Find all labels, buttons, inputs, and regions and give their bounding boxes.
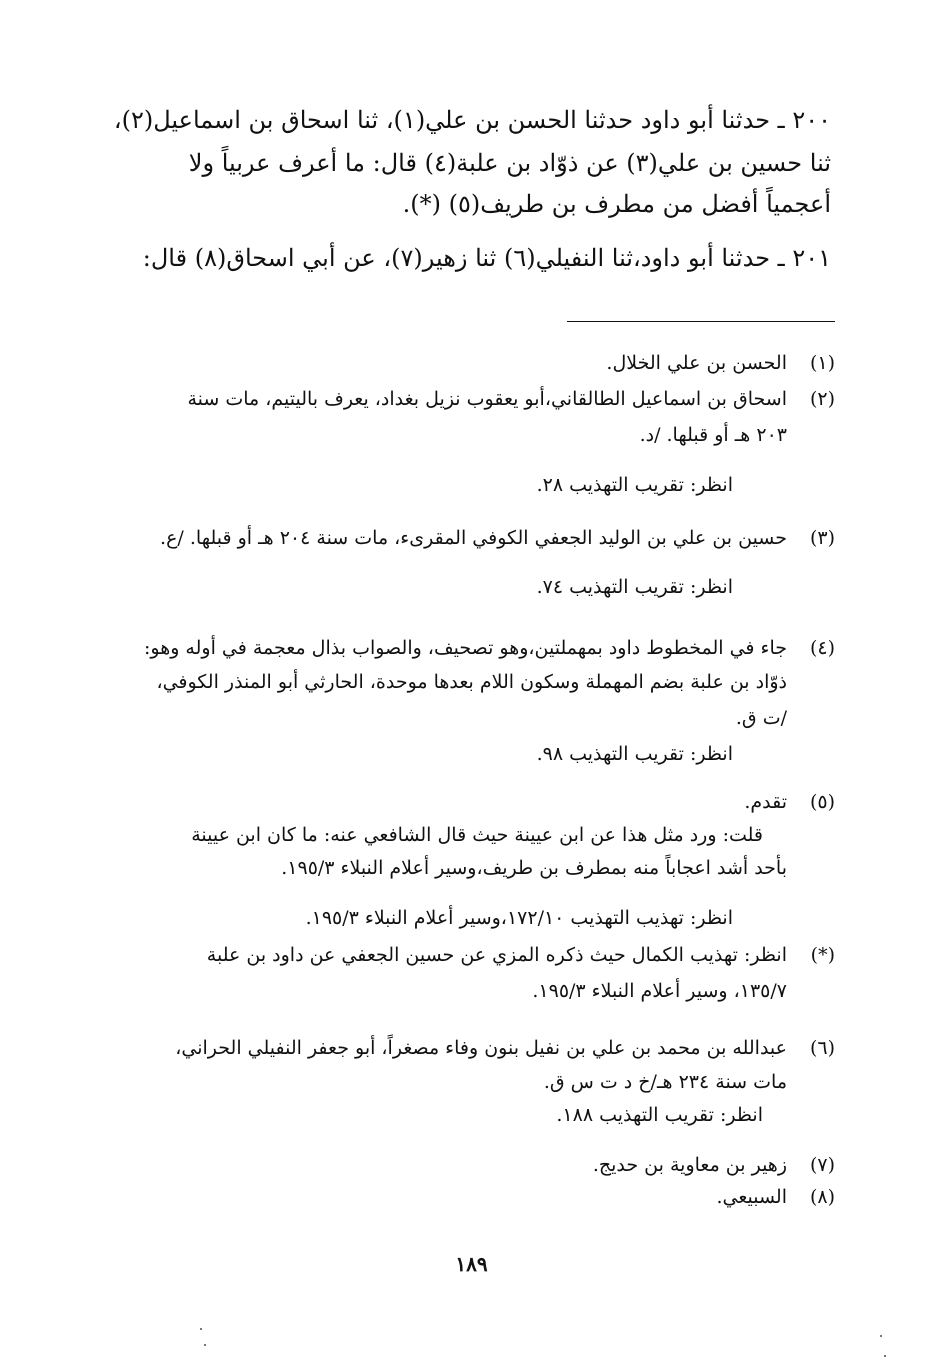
footnote-6-line-2: مات سنة ٢٣٤ هـ/خ د ت س ق. — [543, 1071, 787, 1093]
footnote-6-number: (٦) — [809, 1037, 835, 1059]
footnote-5-number: (٥) — [809, 791, 835, 813]
hadith-201-line-1: ٢٠١ ـ حدثنا أبو داود،ثنا النفيلي(٦) ثنا زهير(٧)، عن أبي اسحاق(٨) قال: — [142, 244, 831, 272]
footnote-8-number: (٨) — [809, 1186, 835, 1208]
footnote-3-line-1: حسين بن علي بن الوليد الجعفي الكوفي المقرىء، مات سنة ٢٠٤ هـ أو قبلها. /ع. — [160, 527, 787, 549]
footnote-2-line-1: اسحاق بن اسماعيل الطالقاني،أبو يعقوب نزيل بغداد، يعرف باليتيم، مات سنة — [187, 388, 787, 410]
scan-speck — [200, 1328, 202, 1330]
scan-speck — [884, 1355, 886, 1357]
scan-speck — [880, 1335, 882, 1337]
hadith-200-line-2: ثنا حسين بن علي(٣) عن ذوّاد بن علبة(٤) قال: ما أعرف عربياً ولا — [188, 149, 831, 177]
footnote-5-line-2: قلت: ورد مثل هذا عن ابن عيينة حيث قال الشافعي عنه: ما كان ابن عيينة — [191, 824, 763, 846]
footnote-3-reference: انظر: تقريب التهذيب ٧٤. — [536, 576, 733, 598]
footnote-5-line-1: تقدم. — [744, 791, 787, 813]
footnote-separator — [567, 321, 835, 322]
footnote-4-line-2: ذوّاد بن علبة بضم المهملة وسكون اللام بعدها موحدة، الحارثي أبو المنذر الكوفي، — [156, 671, 787, 693]
footnote-2-number: (٢) — [809, 388, 835, 410]
footnote-1-text: الحسن بن علي الخلال. — [606, 352, 787, 374]
footnote-4-line-3: /ت ق. — [735, 707, 787, 729]
footnote-8-text: السبيعي. — [716, 1186, 787, 1208]
footnote-2-line-2: ٢٠٣ هـ أو قبلها. /د. — [639, 424, 787, 446]
footnote-1-number: (١) — [809, 352, 835, 374]
footnote-5-line-3: بأحد أشد اعجاباً منه بمطرف بن طريف،وسير أعلام النبلاء ١٩٥/٣. — [281, 857, 787, 879]
page-number: ١٨٩ — [455, 1252, 488, 1276]
footnote-star-number: (*) — [810, 944, 835, 966]
footnote-5-reference: انظر: تهذيب التهذيب ١٧٢/١٠،وسير أعلام النبلاء ١٩٥/٣. — [305, 907, 733, 929]
footnote-star-line-2: ١٣٥/٧، وسير أعلام النبلاء ١٩٥/٣. — [532, 980, 787, 1002]
footnote-2-reference: انظر: تقريب التهذيب ٢٨. — [536, 474, 733, 496]
footnote-7-number: (٧) — [809, 1154, 835, 1176]
footnote-6-reference: انظر: تقريب التهذيب ١٨٨. — [556, 1104, 763, 1126]
footnote-4-number: (٤) — [809, 637, 835, 659]
footnote-3-number: (٣) — [809, 527, 835, 549]
footnote-6-line-1: عبدالله بن محمد بن علي بن نفيل بنون وفاء مصغراً، أبو جعفر النفيلي الحراني، — [175, 1037, 787, 1059]
footnote-star-line-1: انظر: تهذيب الكمال حيث ذكره المزي عن حسين الجعفي عن داود بن علبة — [206, 944, 787, 966]
scan-speck — [204, 1344, 206, 1346]
hadith-200-line-1: ٢٠٠ ـ حدثنا أبو داود حدثنا الحسن بن علي(١)، ثنا اسحاق بن اسماعيل(٢)، — [113, 106, 831, 134]
hadith-200-line-3: أعجمياً أفضل من مطرف بن طريف(٥) (*). — [402, 190, 831, 218]
footnote-4-reference: انظر: تقريب التهذيب ٩٨. — [536, 743, 733, 765]
footnote-4-line-1: جاء في المخطوط داود بمهملتين،وهو تصحيف، والصواب بذال معجمة في أوله وهو: — [143, 637, 787, 659]
footnote-7-text: زهير بن معاوية بن حديج. — [592, 1154, 787, 1176]
